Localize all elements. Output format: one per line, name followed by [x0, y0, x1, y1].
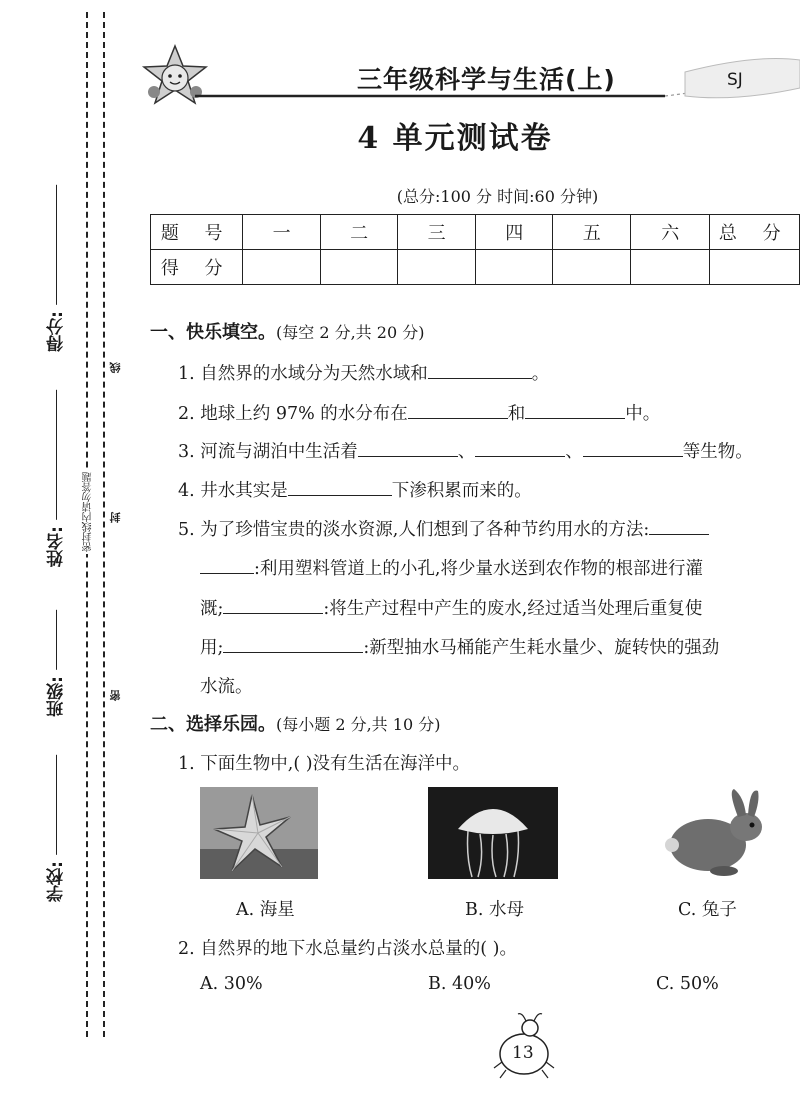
section-2-title: 二、选择乐园。: [150, 714, 276, 735]
page-number-badge: [480, 1010, 560, 1080]
q1-5-blank-2[interactable]: [223, 595, 323, 614]
q1-3-sep-1: 、: [457, 442, 476, 462]
question-1-5-line-5: [200, 673, 253, 698]
score-table-header-label: 题 号: [151, 215, 243, 250]
name-line[interactable]: [56, 390, 58, 520]
score-table: [150, 214, 800, 285]
q1-3-blank-3[interactable]: [583, 438, 683, 457]
page-number: 13: [512, 1043, 534, 1063]
option-2-2-b[interactable]: B. 40%: [428, 974, 491, 994]
q1-2-blank-2[interactable]: [525, 400, 625, 419]
q1-3-sep-2: 、: [565, 442, 583, 462]
question-1-5-line-2: [200, 555, 703, 580]
q1-5-text-2: :利用塑料管道上的小孔,将少量水送到农作物的根部进行灌: [254, 559, 703, 579]
q1-3-text: 3. 河流与湖泊中生活着: [178, 442, 358, 462]
score-table-col-4: 四: [475, 215, 553, 250]
q1-5-text-3a: 溉;: [200, 599, 224, 619]
score-table-col-total: 总 分: [710, 215, 800, 250]
binding-mark-mi: 密: [109, 690, 122, 701]
class-label: 班级:: [47, 676, 67, 717]
q1-5-blank-1b[interactable]: [200, 555, 254, 574]
score-cell-3[interactable]: [398, 250, 476, 285]
q1-3-blank-2[interactable]: [475, 438, 565, 457]
option-2-1-a[interactable]: A. 海星: [236, 900, 295, 920]
score-cell-2[interactable]: [320, 250, 398, 285]
question-1-2: [178, 400, 660, 425]
q1-3-blank-1[interactable]: [358, 438, 458, 457]
q1-5-text-1: 5. 为了珍惜宝贵的淡水资源,人们想到了各种节约用水的方法:: [178, 520, 650, 540]
q1-2-end: 中。: [625, 404, 661, 424]
question-2-2: 2. 自然界的地下水总量约占淡水总量的( )。: [178, 939, 517, 959]
score-table-score-label: 得 分: [151, 250, 243, 285]
school-field[interactable]: [44, 755, 69, 902]
q1-1-text: 1. 自然界的水域分为天然水域和: [178, 364, 428, 384]
q1-5-blank-3[interactable]: [223, 634, 363, 653]
score-cell-6[interactable]: [630, 250, 709, 285]
q1-2-blank-1[interactable]: [408, 400, 508, 419]
jellyfish-image: [428, 787, 558, 879]
question-1-4: [178, 477, 532, 502]
q1-1-end: 。: [531, 364, 550, 384]
score-table-score-row: [151, 250, 800, 285]
rabbit-image: [664, 787, 776, 879]
option-2-1-b[interactable]: B. 水母: [465, 900, 524, 920]
section-1-rule: (每空 2 分,共 20 分): [276, 323, 425, 342]
option-2-2-c[interactable]: C. 50%: [656, 974, 719, 994]
score-table-col-5: 五: [553, 215, 631, 250]
question-1-5-line-4: [200, 634, 719, 659]
score-table-col-2: 二: [320, 215, 398, 250]
q1-2-text: 2. 地球上约 97% 的水分布在: [178, 404, 408, 424]
school-line[interactable]: [56, 755, 58, 855]
q1-3-end: 等生物。: [682, 442, 753, 462]
exam-meta: (总分:100 分 时间:60 分钟): [396, 187, 599, 206]
q1-2-and: 和: [507, 404, 526, 424]
name-label: 姓名:: [47, 526, 67, 567]
name-field[interactable]: [44, 390, 69, 567]
q1-5-text-5: 水流。: [200, 677, 253, 697]
question-1-3: [178, 438, 753, 463]
score-table-col-6: 六: [630, 215, 709, 250]
option-2-2-a[interactable]: A. 30%: [200, 974, 263, 994]
score-label: 得分:: [47, 311, 67, 352]
score-table-col-1: 一: [243, 215, 321, 250]
q1-4-blank[interactable]: [288, 477, 392, 496]
binding-note: 密封线内请勿答题: [83, 472, 94, 552]
section-2-rule: (每小题 2 分,共 10 分): [276, 715, 441, 734]
question-2-1: 1. 下面生物中,( )没有生活在海洋中。: [178, 754, 471, 774]
q1-4-text: 4. 井水其实是: [178, 481, 288, 501]
section-1-title: 一、快乐填空。: [150, 322, 276, 343]
q1-4-end: 下渗积累而来的。: [391, 481, 532, 501]
binding-dashed-line-inner: [103, 12, 105, 1037]
starfish-image: [200, 787, 318, 879]
score-table-col-3: 三: [398, 215, 476, 250]
binding-mark-xian: 线: [109, 362, 122, 373]
q1-5-text-4b: :新型抽水马桶能产生耗水量少、旋转快的强劲: [363, 638, 720, 658]
score-cell-total[interactable]: [710, 250, 800, 285]
class-line[interactable]: [56, 610, 58, 670]
score-table-header-row: [151, 215, 800, 250]
q1-5-text-3b: :将生产过程中产生的废水,经过适当处理后重复使: [323, 599, 703, 619]
question-1-5-line-3: [200, 595, 702, 620]
q1-5-blank-1a[interactable]: [649, 516, 709, 535]
score-cell-4[interactable]: [475, 250, 553, 285]
book-title: 三年级科学与生活(上): [357, 65, 616, 94]
binding-mark-feng: 封: [109, 512, 122, 523]
option-2-1-c[interactable]: C. 兔子: [678, 900, 737, 920]
q1-1-blank[interactable]: [428, 360, 532, 379]
class-field[interactable]: [44, 610, 69, 717]
section-1-heading: [150, 318, 424, 344]
q1-5-text-4a: 用;: [200, 638, 224, 658]
score-cell-5[interactable]: [553, 250, 631, 285]
school-label: 学校:: [47, 861, 67, 902]
score-cell-1[interactable]: [243, 250, 321, 285]
question-1-1: [178, 360, 549, 385]
unit-test-title: 4 单元测试卷: [357, 121, 553, 156]
section-2-heading: [150, 710, 440, 736]
edition-tag: SJ: [727, 70, 743, 90]
question-1-5-line-1: [178, 516, 709, 541]
score-field[interactable]: [44, 185, 69, 352]
